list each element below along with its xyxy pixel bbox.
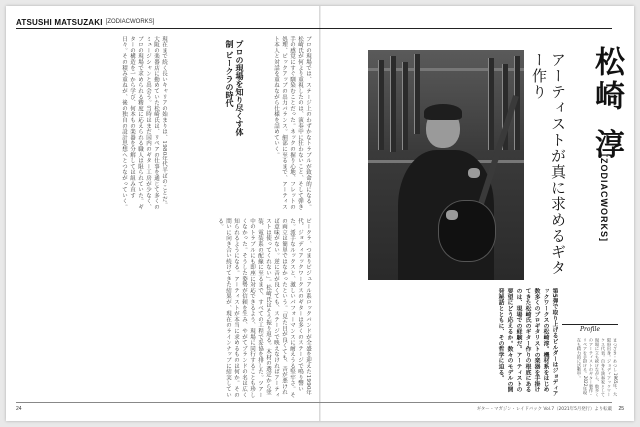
background-guitar — [488, 58, 494, 150]
footer-credit: ギター・マガジン・レイドバック Vol.7（2021年5月発行）より転載 — [476, 407, 612, 412]
portrait-photo — [368, 50, 524, 280]
hand — [468, 168, 480, 178]
subheading: プロの現場を知り尽くす体制 ビークラの時代 — [225, 40, 244, 136]
magazine-spread — [6, 6, 634, 421]
footer-rule — [16, 402, 612, 403]
title-tag: [ZODIACWORKS] — [599, 154, 609, 242]
page-number-right: 25 — [618, 406, 624, 412]
hand — [446, 210, 458, 220]
header-rule — [16, 28, 612, 29]
background-guitar — [402, 62, 408, 150]
page-gutter — [319, 6, 321, 421]
title-name: 松崎 淳 — [589, 46, 624, 163]
title-main: アーティストが真に求めるギター作り — [530, 52, 567, 276]
background-guitar — [390, 56, 396, 152]
held-guitar-body — [438, 200, 496, 262]
page-number-left: 24 — [16, 406, 22, 412]
lead-text: 第5弾で取り上げるビルダーはジョディアックワークスの松崎淳。機材系をはじめ数多くのプロギタリストの楽器を手掛けてきた松崎氏のギター作りの根底にあるのは、現場での経験だ。アーティストの要望にどう応えるか。数々のモデルの開発秘話とともに、その哲学に迫る。 — [497, 288, 557, 397]
running-header — [16, 16, 166, 28]
body-column-1: 現在まで続く長いキャリアの始まりは、1980年代半ばのことだ。大阪の楽器店に勤めていた松崎氏は、リペアの仕事を通じて多くのミュージシャンと出会う。当時はまだ国内のギター工房が少なく、プロの現場で求められる精度に応えられる職人は限られていた。ギターの構造を一から学び、何本もの楽器を分解しては組み直す日々。その積み重ねが、後の独自の設計思想へとつながっていく。 — [121, 36, 167, 210]
header-name: ATSUSHI MATSUZAKI — [16, 17, 103, 27]
body-column-3: ビークラ、つまりビジュアル系ロックバンドが全盛を迎えた1990年代、ジョディアックワークスのギターは多くのステージで鳴り響いた。派手なルックスと、激しいパフォーマンスに耐えうる堅牢さ。その両立は簡単ではなかったという。「見た目が良くても、音が悪ければ意味がない。逆に音が良くても、ステージで映えなければアーティストは使ってくれない」。松崎氏はそう振り返る。木材の選定から塗装、電装系の配線に至るまで、すべての工程で妥協を排した。ツアー中のトラブルにも即座に対応できるよう、現場に同行することも珍しくなかった。そうした姿勢が信頼を生み、やがてブランドの名は広く知られるようになる。アーティストが本当に求めるものは何か。その問いに向き合い続けてきた結果が、現在のラインナップに結実している。 — [217, 218, 311, 398]
header-tag: [ZODIACWORKS] — [105, 19, 155, 25]
held-guitar-neck — [476, 95, 519, 211]
person-hair — [424, 104, 462, 120]
background-guitar — [378, 60, 384, 150]
profile-label: Profile — [580, 326, 600, 333]
background-guitar — [414, 54, 420, 134]
profile-text: まつざき・あつし 1965年、大阪府出身。ジョディアックワークス代表。自身も演奏家として現場に立ち続けながら、数多くのアーティストのギター製作・リペアを手掛ける。2022年現在も精力的に活動中。 — [577, 338, 618, 397]
body-column-2: プロの現場では、ステージ上のわずかなトラブルが致命的になる。松崎氏が何より重視したのは、演奏中に狂わないこと、そして弾き手の感覚にすぐ馴染むことだった。ネックの握り心地、フレットの処理、ピックアップの出力バランス。細部に至るまで、アーティスト本人と対話を重ねながら仕様を詰めていく。 — [273, 36, 311, 210]
